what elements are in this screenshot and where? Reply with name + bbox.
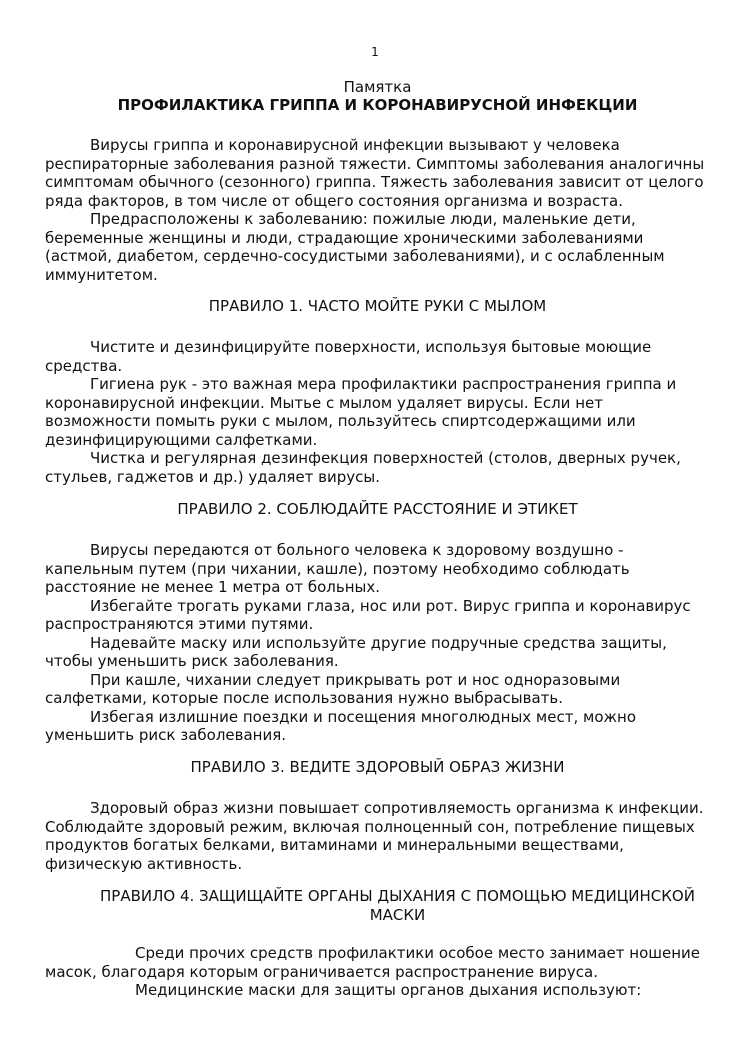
intro-paragraph: Вирусы гриппа и коронавирусной инфекции вызывают у человека респираторные заболевания разной тяжести. Симптомы заболевания аналогичны симптомам обычного (сезонного) гриппа. Тяжесть заболевания зависит от целого ряда факторов, в том числе от общего состояния организма и возраста.	[45, 136, 705, 210]
intro-paragraph: Предрасположены к заболеванию: пожилые люди, маленькие дети, беременные женщины и люди, страдающие хроническими заболеваниями (астмой, диабетом, сердечно-сосудистыми заболеваниями), и с ослабленным иммунитетом.	[45, 210, 665, 284]
page-number: 1	[371, 45, 379, 59]
rule-2-section	[45, 541, 710, 745]
rule-4-heading: ПРАВИЛО 4. ЗАЩИЩАЙТЕ ОРГАНЫ ДЫХАНИЯ С ПОМОЩЬЮ МЕДИЦИНСКОЙ МАСКИ	[100, 887, 695, 924]
rule-4-section	[45, 944, 710, 1000]
rule-2-paragraph: Надевайте маску или используйте другие подручные средства защиты, чтобы уменьшить риск заболевания.	[45, 633, 667, 670]
rule-1-paragraph: Чистите и дезинфицируйте поверхности, используя бытовые моющие средства.	[45, 338, 652, 375]
document-title: ПРОФИЛАКТИКА ГРИППА И КОРОНАВИРУСНОЙ ИНФЕКЦИИ	[117, 96, 638, 114]
rule-4-paragraph: Медицинские маски для защиты органов дыхания используют:	[135, 981, 642, 999]
rule-2-paragraph: Избегая излишние поездки и посещения многолюдных мест, можно уменьшить риск заболевания.	[45, 707, 636, 744]
rule-2-paragraph: Избегайте трогать руками глаза, нос или рот. Вирус гриппа и коронавирус распространяются этими путями.	[45, 596, 691, 633]
rule-3-section	[45, 799, 710, 873]
rule-1-heading: ПРАВИЛО 1. ЧАСТО МОЙТЕ РУКИ С МЫЛОМ	[208, 297, 547, 315]
rule-2-paragraph: Вирусы передаются от больного человека к здоровому воздушно - капельным путем (при чихании, кашле), поэтому необходимо соблюдать расстояние не менее 1 метра от больных.	[45, 541, 630, 596]
rule-4-paragraph: Среди прочих средств профилактики особое место занимает ношение масок, благодаря которым ограничивается распространение вируса.	[45, 944, 701, 981]
memo-label: Памятка	[343, 78, 412, 96]
rule-1-section	[45, 338, 710, 486]
rule-2-heading: ПРАВИЛО 2. СОБЛЮДАЙТЕ РАССТОЯНИЕ И ЭТИКЕТ	[177, 500, 578, 518]
rule-3-paragraph: Здоровый образ жизни повышает сопротивляемость организма к инфекции. Соблюдайте здоровый режим, включая полноценный сон, потребление пищевых продуктов богатых белками, витаминами и минеральными веществами, физическую активность.	[45, 799, 704, 873]
intro-section	[45, 136, 710, 284]
rule-1-paragraph: Чистка и регулярная дезинфекция поверхностей (столов, дверных ручек, стульев, гаджетов и др.) удаляет вирусы.	[45, 449, 681, 486]
rule-2-paragraph: При кашле, чихании следует прикрывать рот и нос одноразовыми салфетками, которые после использования нужно выбрасывать.	[45, 670, 621, 707]
rule-1-paragraph: Гигиена рук - это важная мера профилактики распространения гриппа и коронавирусной инфекции. Мытье с мылом удаляет вирусы. Если нет возможности помыть руки с мылом, пользуйтесь спиртсодержащими или дезинфицирующими салфетками.	[45, 375, 677, 449]
rule-3-heading: ПРАВИЛО 3. ВЕДИТЕ ЗДОРОВЫЙ ОБРАЗ ЖИЗНИ	[190, 758, 565, 776]
